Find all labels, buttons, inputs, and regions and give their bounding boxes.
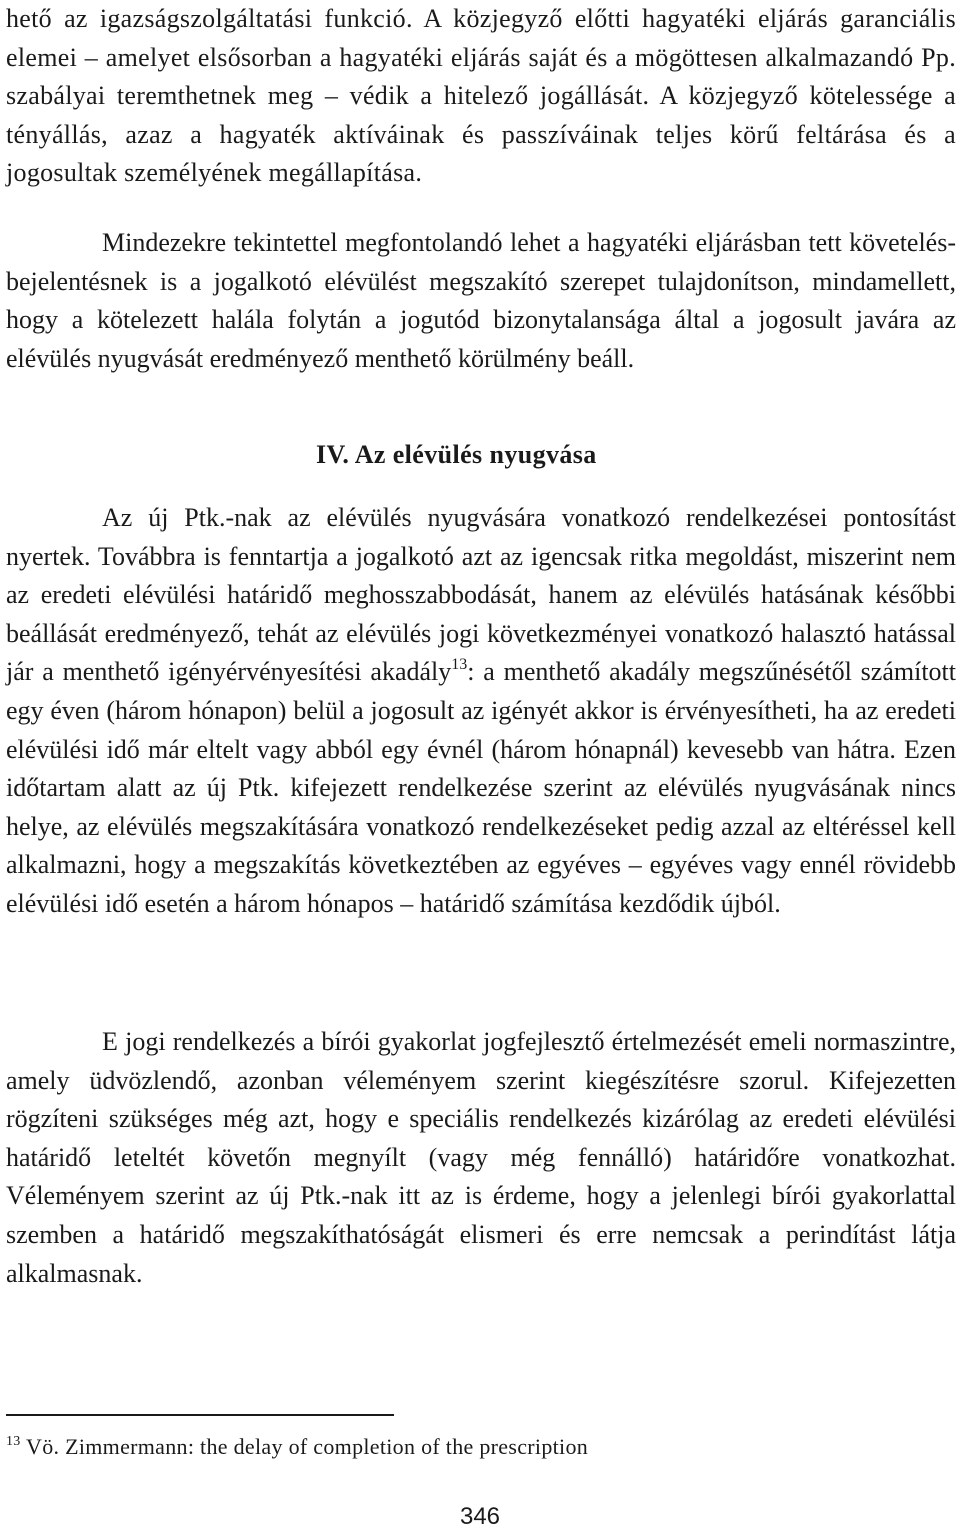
footnote [6,1432,588,1462]
paragraph-4: E jogi rendelkezés a bírói gyakorlat jogfejlesztő értelmezését emeli normaszintre, amely üdvözlendő, azonban véleményem szerint kiegészítésre szorul. Kifejezetten rögzíteni szükséges még azt, hogy e speciális rendelkezés kizárólag az eredeti elévülési határidő leteltét követőn megnyílt (vagy még fennálló) határidőre vonatkozhat. Véleményem szerint az új Ptk.-nak itt az is érdeme, hogy a jelenlegi bírói gyakorlattal szemben a határidő megszakíthatóságát elismeri és erre nemcsak a perindítást látja alkalmasnak. [6,1027,956,1288]
footnote-number: 13 [6,1434,21,1449]
footnote-reference[interactable]: 13 [451,656,468,674]
section-heading: IV. Az elévülés nyugvása [316,440,597,469]
footnote-separator [6,1414,394,1416]
page-number: 346 [459,1503,501,1530]
paragraph-3 [6,499,956,924]
footnote-text: Vö. Zimmermann: the delay of completion of the prescription [20,1434,589,1459]
paragraph-1: hető az igazságszolgáltatási funkció. A közjegyző előtti hagyatéki eljárás garanciális elemei – amelyet elsősorban a hagyatéki eljárás saját és a mögöttesen alkalmazandó Pp. szabályai teremthetnek meg – védik a hitelező jogállását. A közjegyző kötelessége a tényállás, azaz a hagyaték aktíváinak és passzíváinak teljes körű feltárása és a jogosultak személyének megállapítása. [6,4,956,188]
paragraph-3-text-start: Az új Ptk.-nak az elévülés nyugvására vonatkozó rendelkezései pontosítást nyertek. Továbbra is fenntartja a jogalkotó azt az igencsak ritka megoldást, miszerint nem az eredeti elévülési határidő meghosszabbodását, hanem az elévülés hatásának későbbi beállását eredményező, tehát az elévülés jogi következményei vonatkozó halasztó hatással jár a menthető igényérvényesítési akadály [6,503,956,687]
paragraph-2: Mindezekre tekintettel megfontolandó lehet a hagyatéki eljárásban tett követelés-bejelentésnek is a jogalkotó elévülést megszakító szerepet tulajdonítson, mindamellett, hogy a kötelezett halála folytán a jogutód bizonytalansága által a jogosult javára az elévülés nyugvását eredményező menthető körülmény beáll. [6,228,956,373]
paragraph-3-text-end: : a menthető akadály megszűnésétől számított egy éven (három hónapon) belül a jogosult az igényét akkor is érvényesítheti, ha az eredeti elévülési idő már eltelt vagy abból egy évnél (három hónapnál) kevesebb van hátra. Ezen időtartam alatt az új Ptk. kifejezett rendelkezése szerint az elévülés nyugvásának nincs helye, az elévülés megszakítására vonatkozó rendelkezéseket pedig azzal az eltéréssel kell alkalmazni, hogy a megszakítás következtében az egyéves – egyéves vagy ennél rövidebb elévülési idő esetén a három hónapos – határidő számítása kezdődik újból. [6,657,956,918]
